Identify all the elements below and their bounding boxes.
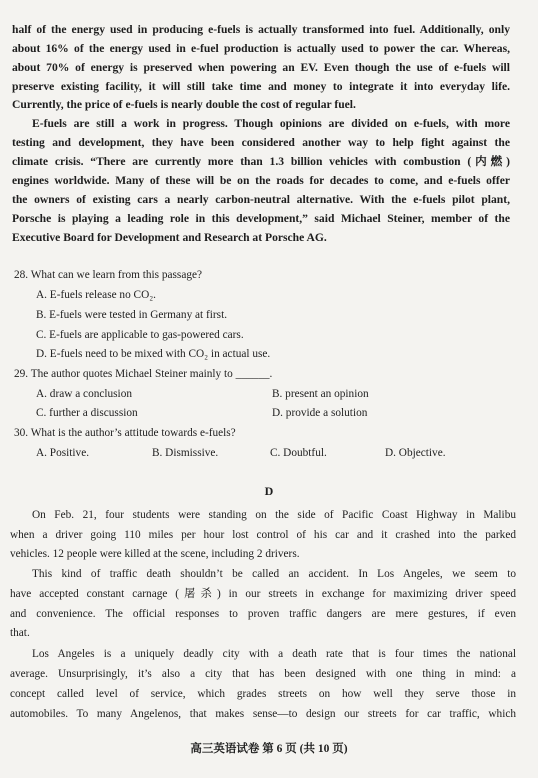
question-29-option-c: C. further a discussion [36, 407, 138, 419]
passage-d-line: concept called level of service, which grades streets on how well they serve those in [10, 688, 516, 700]
passage-d-line: average. Unsurprisingly, it’s also a city that has been designed with one thing in mind: a [10, 668, 516, 680]
question-28-option-b: B. E-fuels were tested in Germany at first. [36, 309, 228, 321]
passage-c-line: Porsche is playing a leading role in this development,” said Michael Steiner, member of the [12, 212, 510, 225]
passage-d-line: Los Angeles is a uniquely deadly city with a death rate that is four times the national [32, 648, 516, 660]
passage-c-line: about 70% of energy is preserved when powering an EV. Even though the use of e-fuels will [12, 61, 510, 74]
question-28-option-d: D. E-fuels need to be mixed with CO₂ in actual use. [36, 348, 271, 360]
passage-c-line: testing and development, they have been considered another way to help fight against the [12, 136, 510, 149]
question-29-option-a: A. draw a conclusion [36, 388, 132, 400]
passage-c-line: climate crisis. “There are currently more than 1.3 billion vehicles with combustion (内燃) [12, 155, 510, 168]
passage-c-line: the owners of existing cars a nearly carbon-neutral alternative. With the e-fuels pilot plant, [12, 193, 510, 206]
question-30-option-a: A. Positive. [36, 447, 90, 459]
page-footer: 高三英语试卷 第 6 页 (共 10 页) [190, 743, 348, 755]
question-30-option-b: B. Dismissive. [152, 447, 219, 459]
passage-c-line: half of the energy used in producing e-fuels is actually transformed into fuel. Additionally, only [12, 23, 510, 36]
passage-c-line: about 16% of the energy used in e-fuel production is actually used to power the car. Whereas, [12, 42, 510, 55]
passage-c-line: engines worldwide. Many of these will be on the roads for decades to come, and e-fuels offer [12, 174, 510, 187]
question-28-option-c: C. E-fuels are applicable to gas-powered cars. [36, 329, 244, 341]
passage-d-line: On Feb. 21, four students were standing on the side of Pacific Coast Highway in Malibu [32, 509, 516, 521]
passage-c-line: E-fuels are still a work in progress. Though opinions are divided on e-fuels, with more [32, 117, 510, 130]
passage-c-line: Currently, the price of e-fuels is nearly double the cost of regular fuel. [12, 98, 356, 111]
passage-d-line: when a driver going 110 miles per hour lost control of his car and it crashed into the parked [10, 529, 516, 541]
question-28-option-a: A. E-fuels release no CO₂. [36, 289, 157, 301]
question-29-option-d: D. provide a solution [272, 407, 368, 419]
passage-c-line: Executive Board for Development and Research at Porsche AG. [12, 231, 327, 244]
question-30-option-d: D. Objective. [385, 447, 446, 459]
question-28-stem: 28. What can we learn from this passage? [14, 269, 203, 281]
question-29-option-b: B. present an opinion [272, 388, 369, 400]
passage-d-line: automobiles. To many Angelenos, that makes sense—to design our streets for car traffic, which [10, 708, 516, 720]
passage-d-line: This kind of traffic death shouldn’t be called an accident. In Los Angeles, we seem to [32, 568, 516, 580]
passage-d-line: vehicles. 12 people were killed at the scene, including 2 drivers. [10, 548, 300, 560]
question-30-option-c: C. Doubtful. [270, 447, 327, 459]
question-30-stem: 30. What is the author’s attitude towards e-fuels? [14, 427, 236, 439]
passage-c-line: preserve existing facility, it will still take time and money to integrate it into everyday life. [12, 80, 510, 93]
passage-d-line: that. [10, 627, 30, 639]
passage-d-line: and convenience. The official responses to proven traffic dangers are mere gestures, if even [10, 608, 516, 620]
question-29-stem: 29. The author quotes Michael Steiner mainly to ______. [14, 368, 273, 380]
passage-d-line: have accepted constant carnage (屠杀) in our streets in exchange for maximizing driver speed [10, 588, 516, 600]
passage-d-heading: D [264, 484, 274, 498]
